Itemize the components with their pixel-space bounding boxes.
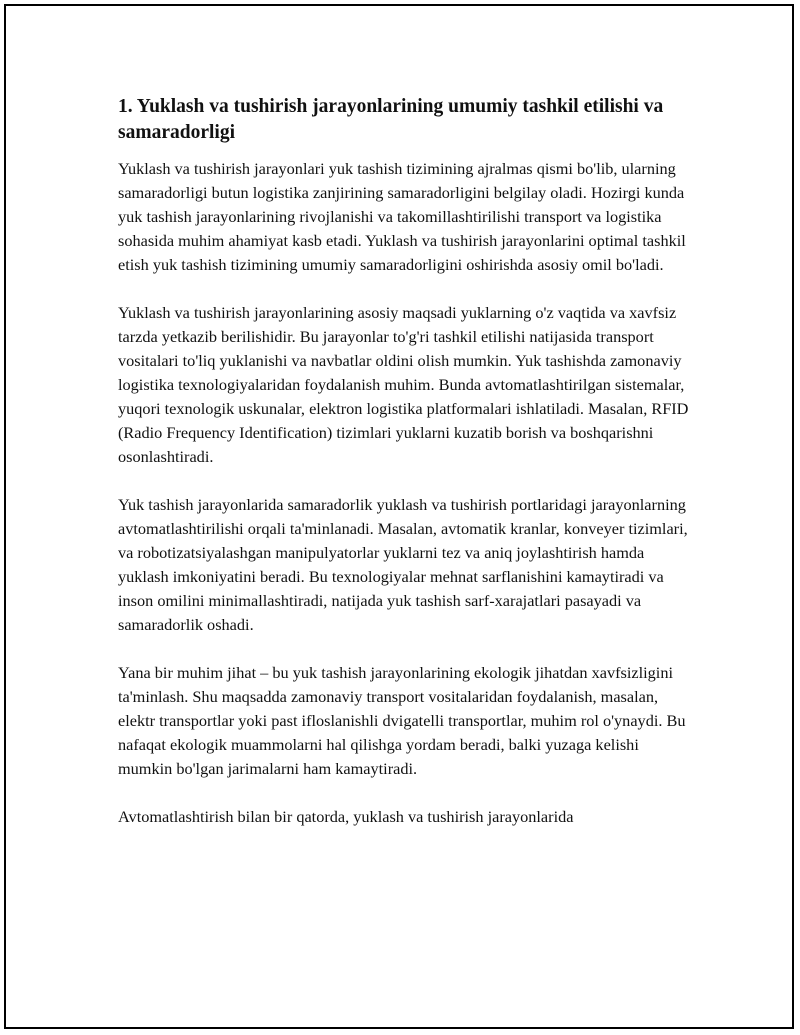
paragraph-1: Yuklash va tushirish jarayonlari yuk tashish tizimining ajralmas qismi bo'lib, ularning samaradorligi butun logistika zanjirining samaradorligini belgilay oladi. Hozirgi kunda yuk tashish jarayonlarining rivojlanishi va takomillashtirilishi transport va logistika sohasida muhim ahamiyat kasb etadi. Yuklash va tushirish jarayonlarini optimal tashkil etish yuk tashish tizimining umumiy samaradorligini oshirishda asosiy omil bo'ladi.	[118, 159, 686, 274]
document-body	[118, 94, 693, 853]
section-heading: 1. Yuklash va tushirish jarayonlarining umumiy tashkil etilishi va samaradorligi	[118, 96, 664, 143]
paragraph-4: Yana bir muhim jihat – bu yuk tashish jarayonlarining ekologik jihatdan xavfsizligini ta'minlash. Shu maqsadda zamonaviy transport vositalaridan foydalanish, masalan, elektr transportlar yoki past ifloslanishli dvigatelli transportlar, muhim rol o'ynaydi. Bu nafaqat ekologik muammolarni hal qilishga yordam beradi, balki yuzaga kelishi mumkin bo'lgan jarimalarni ham kamaytiradi.	[118, 663, 686, 778]
paragraph-2: Yuklash va tushirish jarayonlarining asosiy maqsadi yuklarning o'z vaqtida va xavfsiz tarzda yetkazib berilishidir. Bu jarayonlar to'g'ri tashkil etilishi natijasida transport vositalari to'liq yuklanishi va navbatlar oldini olish mumkin. Yuk tashishda zamonaviy logistika texnologiyalaridan foydalanish muhim. Bunda avtomatlashtirilgan sistemalar, yuqori texnologik uskunalar, elektron logistika platformalari ishlatiladi. Masalan, RFID (Radio Frequency Identification) tizimlari yuklarni kuzatib borish va boshqarishni osonlashtiradi.	[118, 303, 689, 466]
paragraph-5: Avtomatlashtirish bilan bir qatorda, yuklash va tushirish jarayonlarida	[118, 807, 574, 826]
paragraph-3: Yuk tashish jarayonlarida samaradorlik yuklash va tushirish portlaridagi jarayonlarning avtomatlashtirilishi orqali ta'minlanadi. Masalan, avtomatik kranlar, konveyer tizimlari, va robotizatsiyalashgan manipulyatorlar yuklarni tez va aniq joylashtirish hamda yuklash imkoniyatini beradi. Bu texnologiyalar mehnat sarflanishini kamaytiradi va inson omilini minimallashtiradi, natijada yuk tashish sarf-xarajatlari pasayadi va samaradorlik oshadi.	[118, 495, 688, 634]
